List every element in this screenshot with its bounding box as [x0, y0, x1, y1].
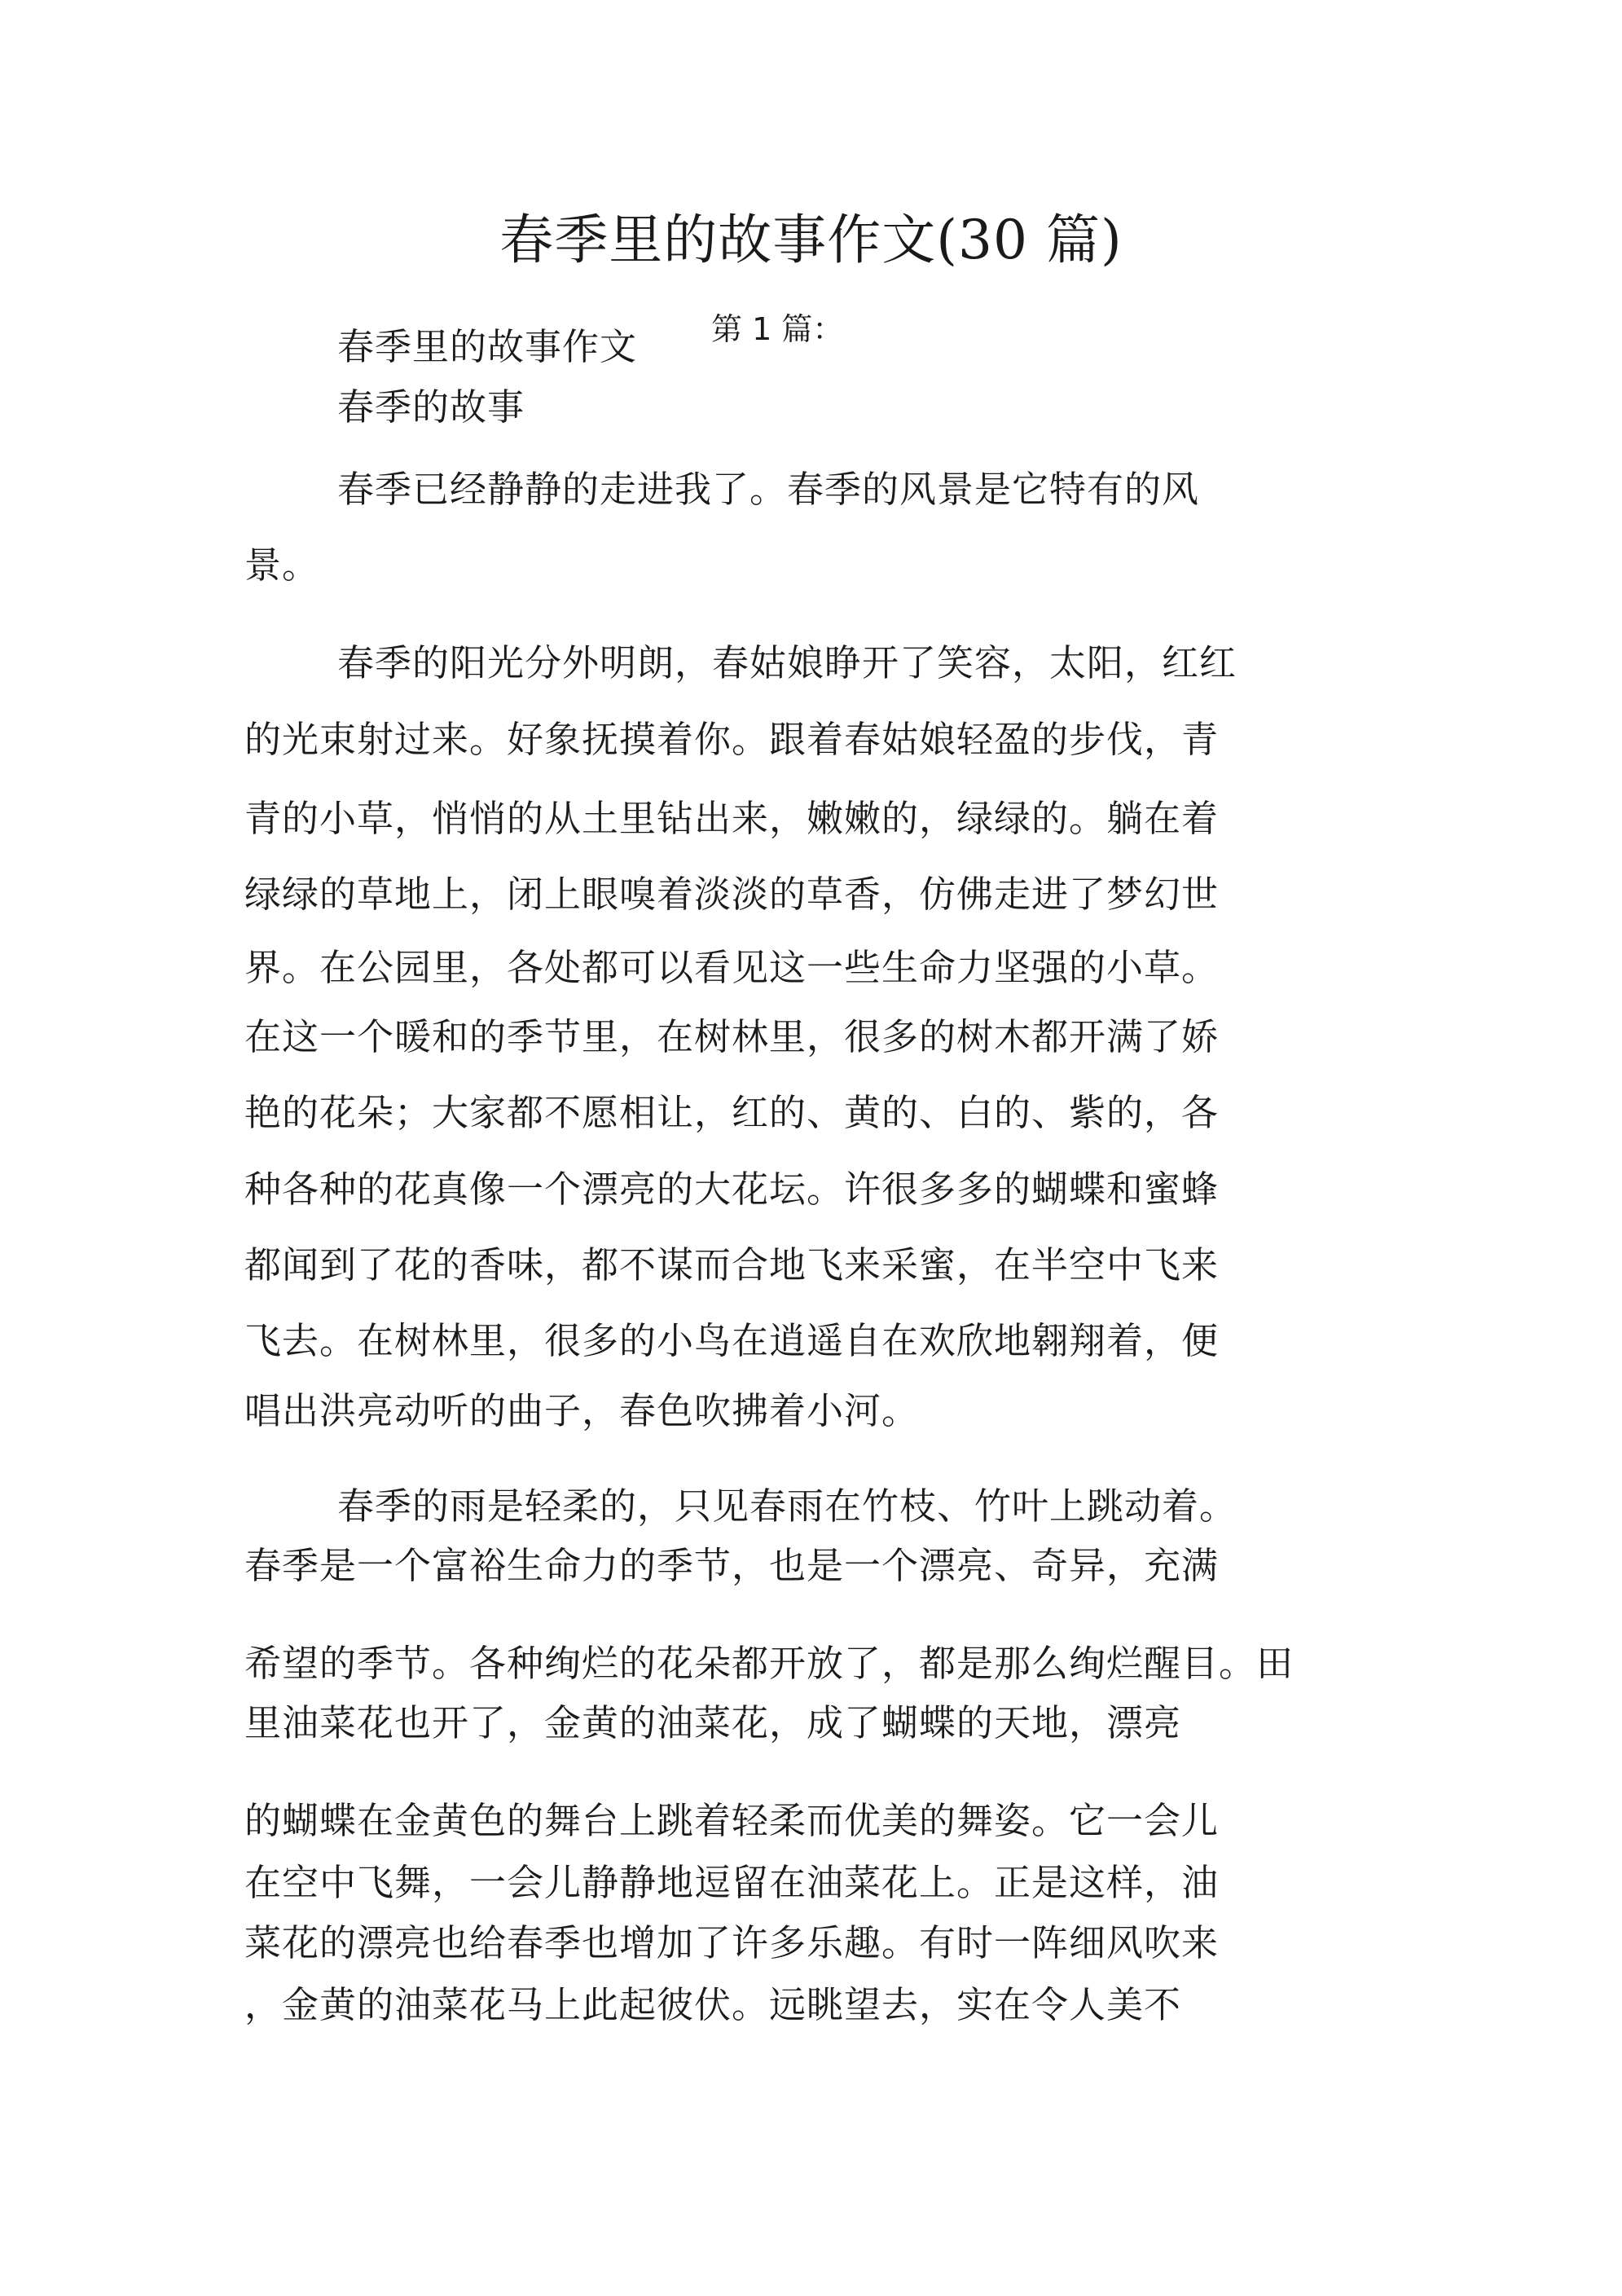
text-line: 在空中飞舞，一会儿静静地逗留在油菜花上。正是这样，油 — [244, 1861, 1220, 1904]
text-line: 界。在公园里，各处都可以看见这一些生命力坚强的小草。 — [244, 946, 1220, 989]
text-line: 飞去。在树林里，很多的小鸟在逍遥自在欢欣地翱翔着，便 — [244, 1319, 1220, 1362]
text-line: 春季已经静静的走进我了。春季的风景是它特有的风 — [337, 468, 1200, 511]
text-line: 希望的季节。各种绚烂的花朵都开放了，都是那么绚烂醒目。田 — [244, 1642, 1295, 1685]
text-line: 青的小草，悄悄的从土里钻出来，嫩嫩的，绿绿的。躺在着 — [244, 797, 1220, 840]
text-line: 唱出洪亮动听的曲子，春色吹拂着小河。 — [244, 1389, 920, 1432]
text-line: 的蝴蝶在金黄色的舞台上跳着轻柔而优美的舞姿。它一会儿 — [244, 1799, 1220, 1842]
text-line: 里油菜花也开了，金黄的油菜花，成了蝴蝶的天地，漂亮 — [244, 1701, 1182, 1744]
text-line: 春季的阳光分外明朗，春姑娘睁开了笑容，太阳，红红 — [337, 641, 1237, 684]
text-line: 都闻到了花的香味，都不谋而合地飞来采蜜，在半空中飞来 — [244, 1243, 1220, 1287]
text-line: 的光束射过来。好象抚摸着你。跟着春姑娘轻盈的步伐，青 — [244, 718, 1220, 761]
text-line: 种各种的花真像一个漂亮的大花坛。许很多多的蝴蝶和蜜蜂 — [244, 1168, 1220, 1211]
subtitle: 春季的故事 — [337, 385, 525, 429]
text-line: 在这一个暖和的季节里，在树林里，很多的树木都开满了娇 — [244, 1015, 1220, 1058]
text-line: 艳的花朵；大家都不愿相让，红的、黄的、白的、紫的，各 — [244, 1091, 1220, 1134]
text-line: 绿绿的草地上，闭上眼嗅着淡淡的草香，仿佛走进了梦幻世 — [244, 873, 1220, 916]
subtitle-prefix: 春季里的故事作文 — [337, 325, 638, 368]
chapter-marker: 第 1 篇： — [711, 311, 844, 347]
text-line: ，金黄的油菜花马上此起彼伏。远眺望去，实在令人美不 — [244, 1983, 1182, 2026]
text-line: 春季是一个富裕生命力的季节，也是一个漂亮、奇异，充满 — [244, 1544, 1220, 1587]
text-line: 春季的雨是轻柔的，只见春雨在竹枝、竹叶上跳动着。 — [337, 1484, 1237, 1528]
document-title: 春季里的故事作文(30 篇) — [499, 209, 1123, 271]
text-line: 菜花的漂亮也给春季也增加了许多乐趣。有时一阵细风吹来 — [244, 1921, 1220, 1964]
text-line: 景。 — [244, 543, 320, 587]
